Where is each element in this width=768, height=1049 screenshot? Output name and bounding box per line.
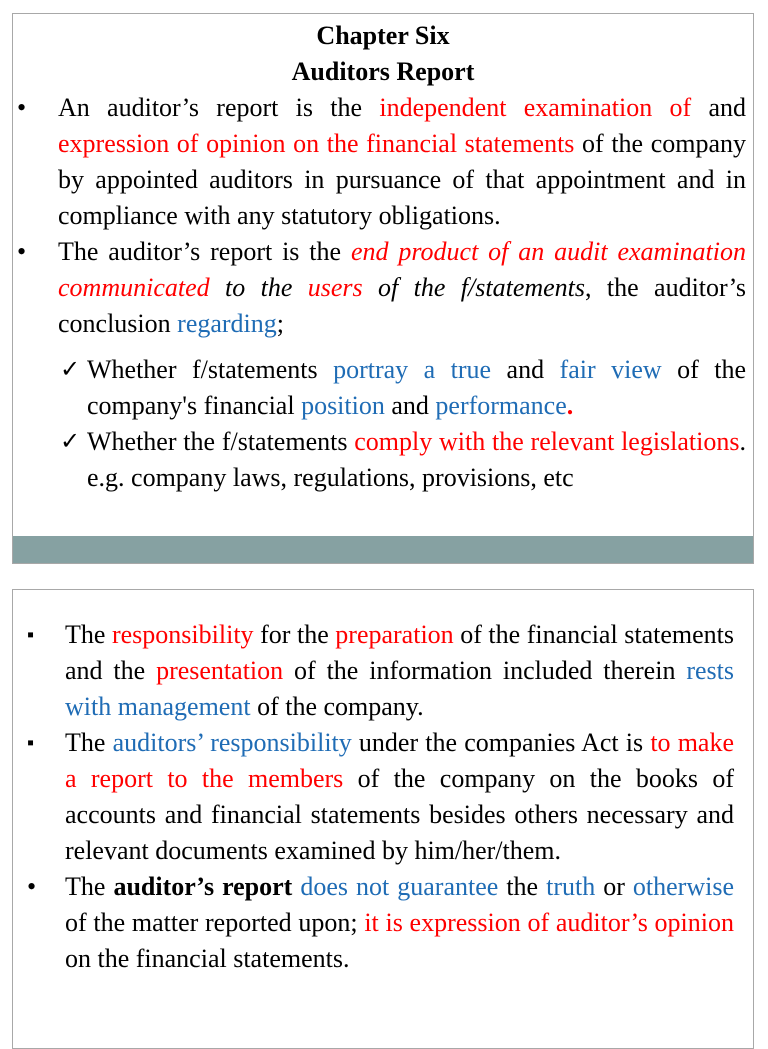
text-run: or xyxy=(595,872,633,901)
square-bullet-icon: ▪ xyxy=(27,732,35,754)
bullet-no-guarantee xyxy=(13,869,753,977)
slide-title xyxy=(13,18,753,90)
highlight-blue: truth xyxy=(546,872,596,901)
slide-2-content xyxy=(13,590,753,977)
text-run: The xyxy=(65,620,112,649)
text-run: of the company. xyxy=(250,692,424,721)
text-run: and xyxy=(384,391,436,420)
highlight-blue: otherwise xyxy=(632,872,734,901)
text-run: on the financial statements. xyxy=(65,944,350,973)
highlight-red: comply with the relevant legislations xyxy=(354,427,740,456)
text-run: . xyxy=(566,391,574,420)
highlight-red: to make a report to the members xyxy=(65,728,734,793)
title-line-2: Auditors Report xyxy=(291,57,475,86)
highlight-blue: portray a true xyxy=(333,355,492,384)
check-item-true-fair xyxy=(13,352,753,424)
checkmark-icon: ✓ xyxy=(60,429,81,455)
text-run: The xyxy=(65,728,113,757)
text-italic: of the f/statements xyxy=(362,273,586,302)
slide-footer-band xyxy=(13,536,753,563)
highlight-red: independent examination of xyxy=(379,93,692,122)
text-run: Whether f/statements xyxy=(87,355,334,384)
text-run: under the companies Act is xyxy=(351,728,651,757)
text-run: Whether the f/statements xyxy=(87,427,355,456)
bullet-dot-icon: • xyxy=(17,93,27,122)
text-run: of the information included therein xyxy=(283,656,687,685)
text-run: of the financial statements and the xyxy=(65,620,734,685)
text-run: and xyxy=(491,355,560,384)
highlight-red: presentation xyxy=(156,656,284,685)
text-run: The xyxy=(65,872,114,901)
highlight-red: expression of opinion on the financial statements xyxy=(58,129,575,158)
text-run: and xyxy=(691,93,746,122)
bullet-dot-icon: • xyxy=(27,872,37,901)
text-run: for the xyxy=(253,620,336,649)
highlight-red-italic: end product of an audit examination communicated xyxy=(58,237,746,302)
highlight-blue: rests with management xyxy=(65,656,734,721)
square-bullet-icon: ▪ xyxy=(27,624,35,646)
highlight-blue: fair view xyxy=(559,355,662,384)
highlight-blue: auditors’ responsibility xyxy=(112,728,352,757)
bullet-management-responsibility xyxy=(13,617,753,725)
text-run: . e.g. company laws, regulations, provisions, etc xyxy=(87,427,747,492)
checkmark-icon: ✓ xyxy=(60,357,81,383)
slide-2 xyxy=(12,589,754,1049)
highlight-red: it is expression of auditor’s opinion xyxy=(364,908,734,937)
bullet-auditor-responsibility xyxy=(13,725,753,869)
slide-1 xyxy=(12,13,754,564)
text-run: of the company by appointed auditors in pursuance of that appointment and in compliance with any statutory obligations. xyxy=(58,129,746,230)
bullet-end-product xyxy=(13,234,753,342)
text-run: the xyxy=(498,872,547,901)
text-bold: auditor’s report xyxy=(113,872,293,901)
text-run: The auditor’s report is the xyxy=(58,237,351,266)
bullet-dot-icon: • xyxy=(17,237,27,266)
text-run: of the matter reported upon; xyxy=(65,908,365,937)
highlight-blue: position xyxy=(301,391,385,420)
text-italic: to the xyxy=(209,273,308,302)
title-line-1: Chapter Six xyxy=(316,21,450,50)
text-run: , the auditor’s conclusion xyxy=(58,273,746,338)
text-run: ; xyxy=(276,309,285,338)
bullet-definition xyxy=(13,90,753,234)
slide-1-content xyxy=(13,90,753,496)
text-run: An auditor’s report is the xyxy=(58,93,380,122)
text-run: of the company on the books of accounts and financial statements besides others necessary and relevant documents examined by him/her/them. xyxy=(65,764,735,865)
highlight-red: responsibility xyxy=(111,620,254,649)
highlight-blue: performance xyxy=(435,391,567,420)
text-run: of the company's financial xyxy=(87,355,746,420)
highlight-red-italic: users xyxy=(307,273,363,302)
highlight-red: preparation xyxy=(335,620,454,649)
check-item-comply xyxy=(13,424,753,496)
highlight-blue: does not guarantee xyxy=(300,872,499,901)
highlight-blue: regarding xyxy=(177,309,277,338)
